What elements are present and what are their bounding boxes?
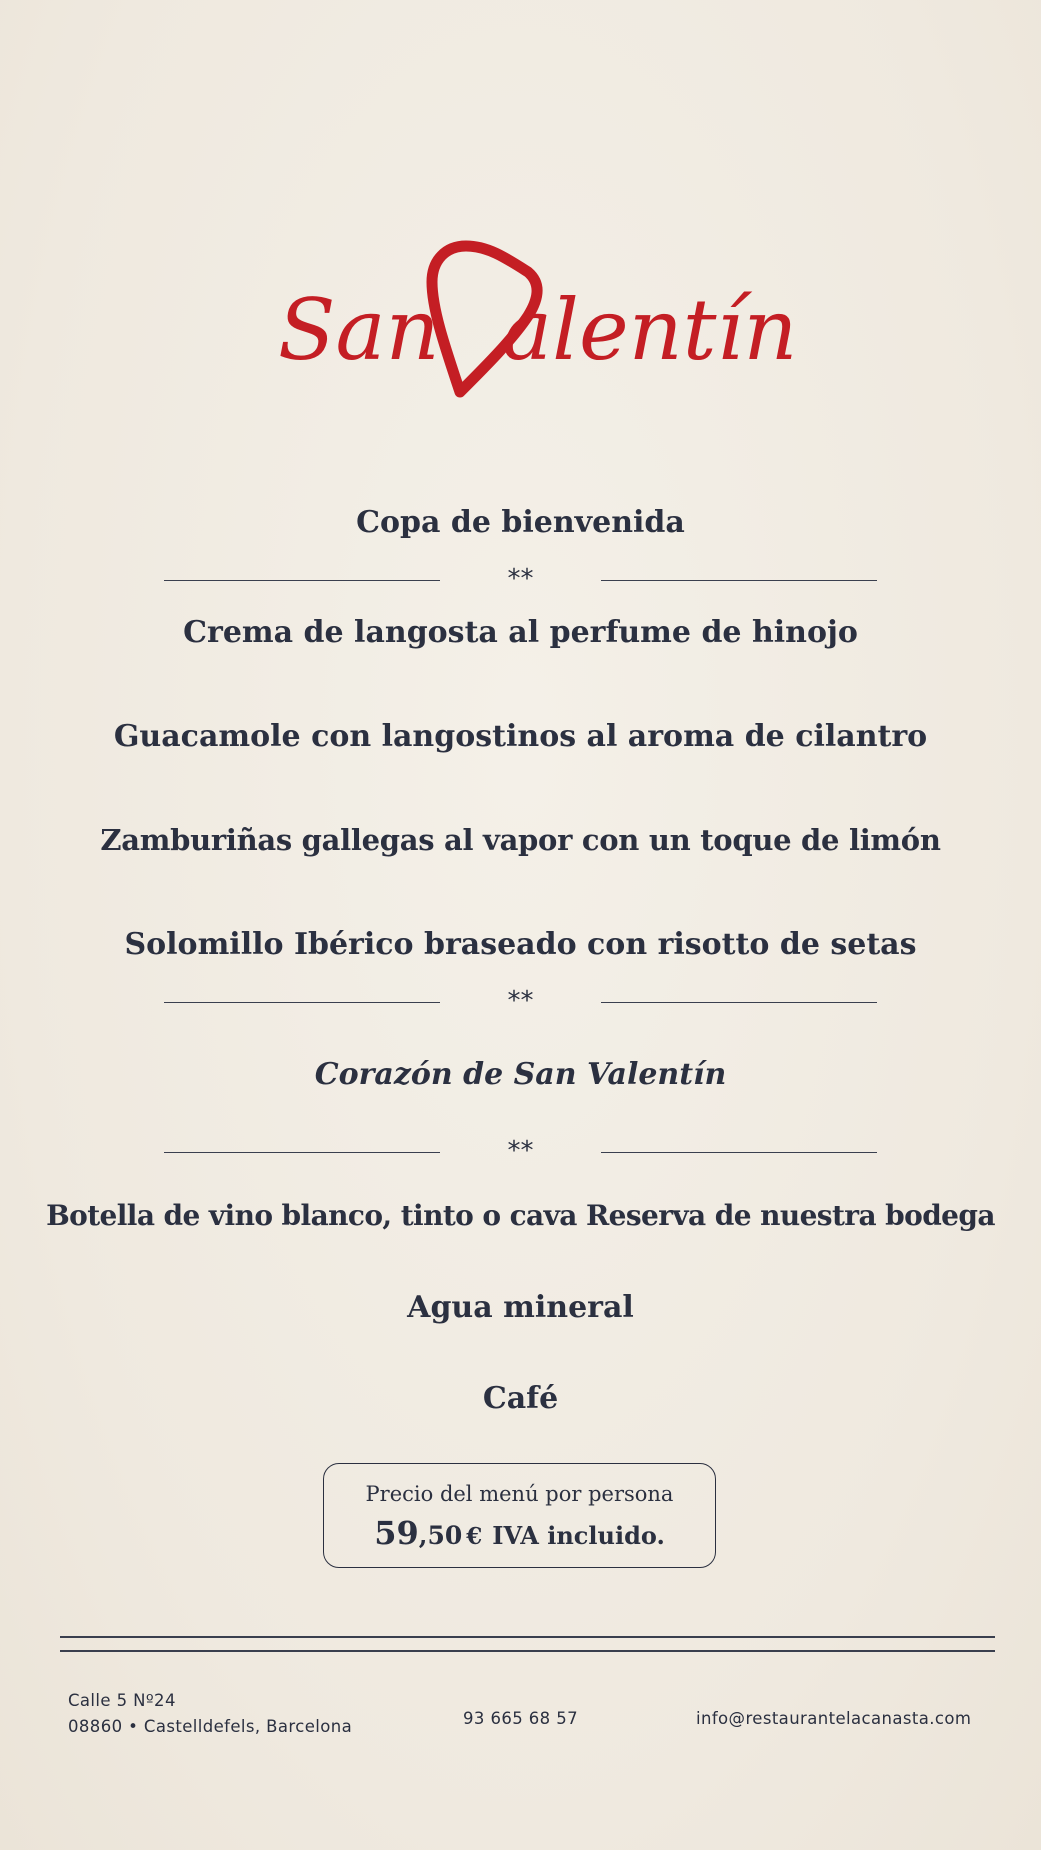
footer-phone[interactable]: 93 665 68 57 <box>463 1709 579 1728</box>
menu-item-drink: Café <box>482 1381 559 1416</box>
menu-item-drink: Botella de vino blanco, tinto o cava Reserva de nuestra bodega <box>46 1199 995 1232</box>
separator-line <box>601 1152 877 1153</box>
separator-stars: ** <box>507 986 534 1016</box>
separator-stars: ** <box>507 564 534 594</box>
price-tax-note: IVA incluido. <box>492 1521 665 1550</box>
title-san: San <box>278 281 440 379</box>
menu-item-dessert: Corazón de San Valentín <box>314 1057 727 1092</box>
footer-address-line2: 08860 • Castelldefels, Barcelona <box>68 1717 353 1736</box>
separator <box>164 1136 877 1166</box>
price-label: Precio del menú por persona <box>365 1482 674 1506</box>
footer-email[interactable]: info@restaurantelacanasta.com <box>696 1709 972 1728</box>
menu-item-main: Solomillo Ibérico braseado con risotto de setas <box>124 927 917 962</box>
price-decimal: ,50 <box>418 1521 463 1550</box>
menu-title <box>0 240 1041 400</box>
title-alentin: alentín <box>502 281 798 379</box>
price-integer: 59 <box>374 1514 419 1552</box>
footer-divider <box>60 1650 995 1652</box>
menu-item-starter: Guacamole con langostinos al aroma de cilantro <box>113 719 928 754</box>
price-box <box>323 1463 716 1568</box>
price-value <box>324 1514 715 1552</box>
footer-divider <box>60 1636 995 1638</box>
separator-line <box>601 1002 877 1003</box>
separator-stars: ** <box>507 1136 534 1166</box>
price-currency: € <box>466 1523 483 1550</box>
menu-item-drink: Agua mineral <box>407 1290 634 1325</box>
footer-address-line1: Calle 5 Nº24 <box>68 1691 176 1710</box>
separator <box>164 564 877 594</box>
separator <box>164 986 877 1016</box>
separator-line <box>601 580 877 581</box>
menu-item-starter: Crema de langosta al perfume de hinojo <box>183 615 858 650</box>
menu-item-welcome: Copa de bienvenida <box>356 505 685 540</box>
menu-item-starter: Zamburiñas gallegas al vapor con un toque de limón <box>100 823 941 857</box>
